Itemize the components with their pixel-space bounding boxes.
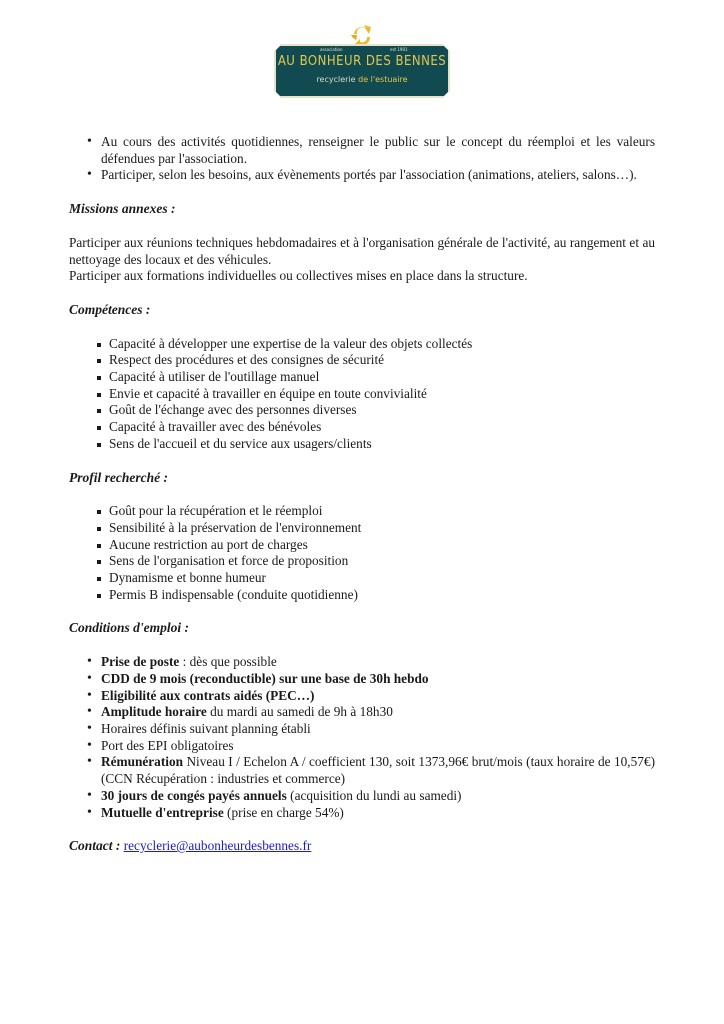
list-item: • Participer, selon les besoins, aux évènements portés par l'association (animations, ateliers, salons…). [69,167,655,184]
logo-title: AU BONHEUR DES BENNES [277,54,447,69]
missions-heading: Missions annexes : [69,201,176,217]
missions-paragraph-1: Participer aux réunions techniques hebdomadaires et à l'organisation générale de l'activité, au rangement et au nettoyage des locaux et des véhicules. [69,234,655,267]
list-item: • Eligibilité aux contrats aidés (PEC…) [69,688,655,705]
list-item: • Horaires définis suivant planning établi [69,721,655,738]
logo-subtitle-accent: de l'estuaire [358,75,408,84]
list-item: • Rémunération Niveau I / Echelon A / coefficient 130, soit 1373,96€ brut/mois (taux horaire de 10,57€) (CCN Récupération : industries et commerce) [69,754,655,787]
list-item: Capacité à travailler avec des bénévoles [69,419,655,436]
list-item: • CDD de 9 mois (reconductible) sur une base de 30h hebdo [69,671,655,688]
list-item: • Mutuelle d'entreprise (prise en charge 54%) [69,805,655,822]
list-item: • Prise de poste : dès que possible [69,654,655,671]
list-item: Capacité à développer une expertise de la valeur des objets collectés [69,336,655,353]
contact-label: Contact : [69,838,121,854]
logo-subtitle [274,75,450,84]
list-item: Permis B indispensable (conduite quotidienne) [69,587,655,604]
contact-email-link[interactable]: recyclerie@aubonheurdesbennes.fr [123,838,312,854]
list-item: • Amplitude horaire du mardi au samedi de 9h à 18h30 [69,704,655,721]
list-item: Sens de l'organisation et force de proposition [69,553,655,570]
list-item: Respect des procédures et des consignes de sécurité [69,352,655,369]
list-item: • 30 jours de congés payés annuels (acquisition du lundi au samedi) [69,788,655,805]
conditions-heading: Conditions d'emploi : [69,620,190,636]
missions-paragraph-2: Participer aux formations individuelles ou collectives mises en place dans la structure. [69,268,528,284]
list-item: Capacité à utiliser de l'outillage manuel [69,369,655,386]
contact-line [69,838,655,855]
logo-subtitle-main: recyclerie [316,75,356,84]
list-item: Envie et capacité à travailler en équipe en toute convivialité [69,386,655,403]
list-item: Sens de l'accueil et du service aux usagers/clients [69,436,655,453]
competences-list [69,336,655,453]
profil-heading: Profil recherché : [69,469,168,485]
list-item: • Port des EPI obligatoires [69,738,655,755]
logo [274,22,450,100]
profil-list [69,503,655,603]
list-item: Goût de l'échange avec des personnes diverses [69,402,655,419]
list-item: Goût pour la récupération et le réemploi [69,503,655,520]
logo-association-text: association [320,47,343,52]
list-item: Sensibilité à la préservation de l'environnement [69,520,655,537]
conditions-list [69,654,655,821]
list-item: Aucune restriction au port de charges [69,537,655,554]
list-item: Dynamisme et bonne humeur [69,570,655,587]
logo-plaque [274,44,450,98]
intro-list [69,134,655,184]
list-item: • Au cours des activités quotidiennes, renseigner le public sur le concept du réemploi et les valeurs défendues par l'association. [69,134,655,167]
competences-heading: Compétences : [69,301,151,317]
logo-year-text: est 1901 [390,47,408,52]
document-body [69,134,655,855]
